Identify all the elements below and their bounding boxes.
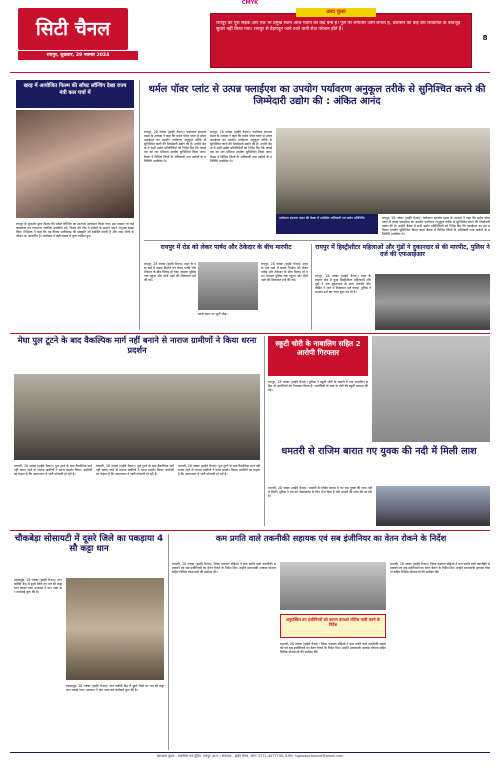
- society-body-col-1: महासमुंद, 28 नवंबर (हाईवे चैनल)। धान खरीदी केंद्र में दूसरे जिले का चार सौ कट्टा धान पकड़ा गया। प्रशासन ने धान जब्त कर कार्रवाई शुरू की है।: [14, 578, 62, 595]
- lead-caption-text: पर्यावरण संरक्षण मंडल की बैठक में उपस्थित अधिकारी एवं उद्योग प्रतिनिधि।: [279, 216, 366, 220]
- masthead-logo-box: [18, 8, 128, 50]
- left-panel-photo: [16, 110, 134, 218]
- lead-body-col-1: रायपुर, 28 नवंबर (हाईवे चैनल)। पर्यावरण संरक्षण मंडल के अध्यक्ष ने कहा कि थर्मल पॉवर प्लांट से उत्पन्न फ्लाईएश का उपयोग पर्यावरण अनुकूल तरीके से सुनिश्चित करने की जिम्मेदारी उद्योग की है। उन्होंने बैठक में सभी उद्योग प्रतिनिधियों को निर्देश दिए कि फ्लाईएश का शत प्रतिशत उपयोग सुनिश्चित किया जाए। बैठक में विभिन्न जिलों के अधिकारी तथा उद्योगों के प्रतिनिधि उपस्थित थे।: [144, 130, 206, 163]
- footer: [10, 754, 490, 764]
- page-number: 8: [482, 34, 488, 42]
- left-panel-headline: खरड़ में आयोजित फिल्म की सॉफ्ट लॉन्चिंग देखा राज्य मंत्री कल चर्चा में: [16, 80, 134, 108]
- traffic-body-col-2: रायपुर, 28 नवंबर (हाईवे चैनल)। शहर के एक वार्ड में सड़क निर्माण को लेकर पार्षद और ठेकेदार के बीच विवाद हो गया। मामला पुलिस तक पहुंचा और दोनों पक्षों की शिकायत दर्ज की गई।: [261, 262, 308, 283]
- masthead-title: सिटी चैनल: [35, 18, 111, 40]
- protest-body-col-3: धमतरी, 28 नवंबर (हाईवे चैनल)। पुल टूटने के बाद वैकल्पिक मार्ग नहीं बनाए जाने से नाराज ग्रामीणों ने धरना प्रदर्शन किया। ग्रामीणों का कहना है कि आवागमन में भारी परेशानी हो रही है।: [178, 464, 260, 477]
- lead-body-col-3: रायपुर, 28 नवंबर (हाईवे चैनल)। पर्यावरण संरक्षण मंडल के अध्यक्ष ने कहा कि थर्मल पॉवर प्लांट से उत्पन्न फ्लाईएश का उपयोग पर्यावरण अनुकूल तरीके से सुनिश्चित करने की जिम्मेदारी उद्योग की है। उन्होंने बैठक में सभी उद्योग प्रतिनिधियों को निर्देश दिए कि फ्लाईएश का शत प्रतिशत उपयोग सुनिश्चित किया जाए। बैठक में विभिन्न जिलों के अधिकारी तथा उद्योगों के प्रतिनिधि उपस्थित थे।: [382, 216, 490, 237]
- ulta-pulta-text: रायपुर की पूरी सड़कें और एक भी प्रमुख स्थान आज गंदगी का केंद्र बना है। पुल पर लगातार जाम लगता है, प्रशासन को कई बार शिकायत के बावजूद सुधार नहीं किया गया। रायपुर से देहरादून जाने वाले यात्री रोज़ परेशान होते हैं।: [216, 21, 461, 32]
- scooty-headline: स्कूटी चोरी के नाबालिग सहित 2 आरोपी गिरफ्तार: [275, 339, 361, 357]
- tech-subhead: अनुपस्थित उप इंजीनियरों को कारण बताओ नोटिस जारी करने के निर्देश: [285, 617, 381, 627]
- scooty-headline-box: [268, 336, 368, 376]
- footer-text: प्रकाशक मुद्रक - प्रकाशित एवं मुद्रित, रायपुर (छ.ग.) संपादक - हाईवे चैनल, फोन: 0771-4077740, ई-मेल: highwaychannel@gmail.com: [156, 754, 344, 758]
- tech-body-col-2: धमतरी, 28 नवंबर (हाईवे चैनल)। जिला पंचायत सीईओ ने कम प्रगति वाले तकनीकी सहायकों एवं सब इंजीनियरों का वेतन रोकने के निर्देश दिए। उन्होंने प्रधानमंत्री आवास योजना सहित विभिन्न योजनाओं की समीक्षा की।: [390, 562, 490, 575]
- col-divider-mid: [311, 244, 312, 330]
- section-divider-1: [144, 240, 490, 241]
- left-panel-body: रायपुर के दूरदर्शन द्वारा फिल्म की सॉफ्ट लॉन्चिंग का शानदार आयोजन किया गया। इस अवसर पर कई कलाकार एवं गणमान्य नागरिक उपस्थित रहे। फिल्म की टीम ने दर्शकों के सामने अपने अनुभव साझा किए। निर्देशक ने कहा कि यह फिल्म छत्तीसगढ़ की संस्कृति को प्रदर्शित करती है और आम लोगों के जीवन पर आधारित है। कार्यक्रम में बड़ी संख्या में युवा शामिल हुए।: [16, 222, 134, 239]
- bodyfound-body: धमतरी, 28 नवंबर (हाईवे चैनल)। धमतरी से राजिम बारात में गए एक युवक की लाश नदी में मिली। पुलिस ने शव को पोस्टमार्टम के लिए भेज दिया है और मामले की जांच की जा रही है।: [268, 486, 372, 499]
- police-headline: रायपुर में हिस्ट्रीशीटर महिलाओं और गुंडों ने दुकानदार से की मारपीट, पुलिस ने दर्ज की एफआईआर: [315, 244, 490, 259]
- traffic-headline: रायपुर में रोड को लेकर पार्षद और ठेकेदार के बीच मारपीट: [160, 244, 292, 251]
- scooty-body: रायपुर, 28 नवंबर (हाईवे चैनल)। पुलिस ने स्कूटी चोरी के मामले में एक नाबालिग सहित दो आरोपियों को गिरफ्तार किया है। आरोपियों के पास से चोरी की स्कूटी बरामद की गई।: [268, 380, 368, 393]
- protest-body-col-1: धमतरी, 28 नवंबर (हाईवे चैनल)। पुल टूटने के बाद वैकल्पिक मार्ग नहीं बनाए जाने से नाराज ग्रामीणों ने धरना प्रदर्शन किया। ग्रामीणों का कहना है कि आवागमन में भारी परेशानी हो रही है।: [14, 464, 92, 477]
- tech-body-col-1: धमतरी, 28 नवंबर (हाईवे चैनल)। जिला पंचायत सीईओ ने कम प्रगति वाले तकनीकी सहायकों एवं सब इंजीनियरों का वेतन रोकने के निर्देश दिए। उन्होंने प्रधानमंत्री आवास योजना सहित विभिन्न योजनाओं की समीक्षा की।: [172, 562, 276, 575]
- masthead-dateline: [18, 51, 138, 60]
- society-photo: [66, 578, 164, 680]
- lead-caption: [276, 214, 378, 234]
- traffic-body-col-1: रायपुर, 28 नवंबर (हाईवे चैनल)। शहर के एक वार्ड में सड़क निर्माण को लेकर पार्षद और ठेकेदार के बीच विवाद हो गया। मामला पुलिस तक पहुंचा और दोनों पक्षों की शिकायत दर्ज की गई।: [144, 262, 196, 283]
- bodyfound-photo: [376, 486, 490, 526]
- traffic-photo: [198, 262, 258, 310]
- ulta-pulta-box: [210, 9, 472, 68]
- protest-body-col-2: धमतरी, 28 नवंबर (हाईवे चैनल)। पुल टूटने के बाद वैकल्पिक मार्ग नहीं बनाए जाने से नाराज ग्रामीणों ने धरना प्रदर्शन किया। ग्रामीणों का कहना है कि आवागमन में भारी परेशानी हो रही है।: [96, 464, 174, 477]
- cmyk-strip: [0, 0, 500, 7]
- police-photo: [375, 274, 490, 330]
- ulta-pulta-label: उल्टा पुल्टा: [296, 8, 376, 17]
- masthead-divider: [10, 72, 490, 73]
- tech-headline: कम प्रगति वाले तकनीकी सहायक एवं सब इंजीनियर का वेतन रोकने के निर्देश: [215, 533, 447, 543]
- col-divider-lower: [264, 336, 265, 526]
- section-divider-2: [10, 333, 490, 334]
- scooty-photo: [372, 336, 490, 442]
- society-body-col-2: महासमुंद, 28 नवंबर (हाईवे चैनल)। धान खरीदी केंद्र में दूसरे जिले का चार सौ कट्टा धान पकड़ा गया। प्रशासन ने धान जब्त कर कार्रवाई शुरू की है।: [66, 684, 164, 693]
- lead-headline: थर्मल पॉवर प्लांट से उत्पन्न फ्लाईएश का उपयोग पर्यावरण अनुकूल तरीके से सुनिश्चित करने की जिम्मेदारी उद्योग की : अंकित आनंद: [148, 84, 486, 107]
- col-divider-bottom: [168, 534, 169, 750]
- dateline-text: रायपुर, शुक्रवार, 29 नवम्बर 2024: [46, 53, 110, 58]
- left-panel: [16, 80, 134, 328]
- lead-body-col-2: रायपुर, 28 नवंबर (हाईवे चैनल)। पर्यावरण संरक्षण मंडल के अध्यक्ष ने कहा कि थर्मल पॉवर प्लांट से उत्पन्न फ्लाईएश का उपयोग पर्यावरण अनुकूल तरीके से सुनिश्चित करने की जिम्मेदारी उद्योग की है। उन्होंने बैठक में सभी उद्योग प्रतिनिधियों को निर्देश दिए कि फ्लाईएश का शत प्रतिशत उपयोग सुनिश्चित किया जाए। बैठक में विभिन्न जिलों के अधिकारी तथा उद्योगों के प्रतिनिधि उपस्थित थे।: [210, 130, 272, 163]
- society-headline: चौकबेड़ा सोसायटी में दूसरे जिले का पकड़ाया 4 सौ कट्टा धान: [14, 534, 164, 555]
- tech-subhead-box: [280, 614, 386, 638]
- traffic-caption: घटना स्थल पर जुटी भीड़।: [198, 312, 228, 316]
- tech-photo: [280, 562, 386, 610]
- protest-headline: मेघा पुल टूटने के बाद वैकल्पिक मार्ग नहीं बनाने से नाराज ग्रामीणों ने किया धरना प्रदर्शन: [17, 335, 257, 355]
- bodyfound-headline: धमतरी से राजिम बारात गए युवक की नदी में मिली लाश: [281, 446, 477, 457]
- police-body-col-1: रायपुर, 28 नवंबर (हाईवे चैनल)। शहर के बाजार क्षेत्र में कुछ हिस्ट्रीशीटर महिलाओं और गुंडों ने एक दुकानदार के साथ मारपीट की। पीड़ित ने थाने में शिकायत दर्ज कराई, पुलिस ने मामला दर्ज कर जांच शुरू कर दी है।: [315, 274, 371, 295]
- footer-divider: [10, 752, 490, 753]
- cmyk-label: CMYK: [241, 0, 259, 6]
- protest-photo: [14, 374, 260, 460]
- col-divider-left: [139, 80, 140, 330]
- tech-body-col-3: धमतरी, 28 नवंबर (हाईवे चैनल)। जिला पंचायत सीईओ ने कम प्रगति वाले तकनीकी सहायकों एवं सब इंजीनियरों का वेतन रोकने के निर्देश दिए। उन्होंने प्रधानमंत्री आवास योजना सहित विभिन्न योजनाओं की समीक्षा की।: [280, 642, 386, 655]
- section-divider-3: [10, 530, 490, 531]
- lead-photo: [276, 128, 490, 214]
